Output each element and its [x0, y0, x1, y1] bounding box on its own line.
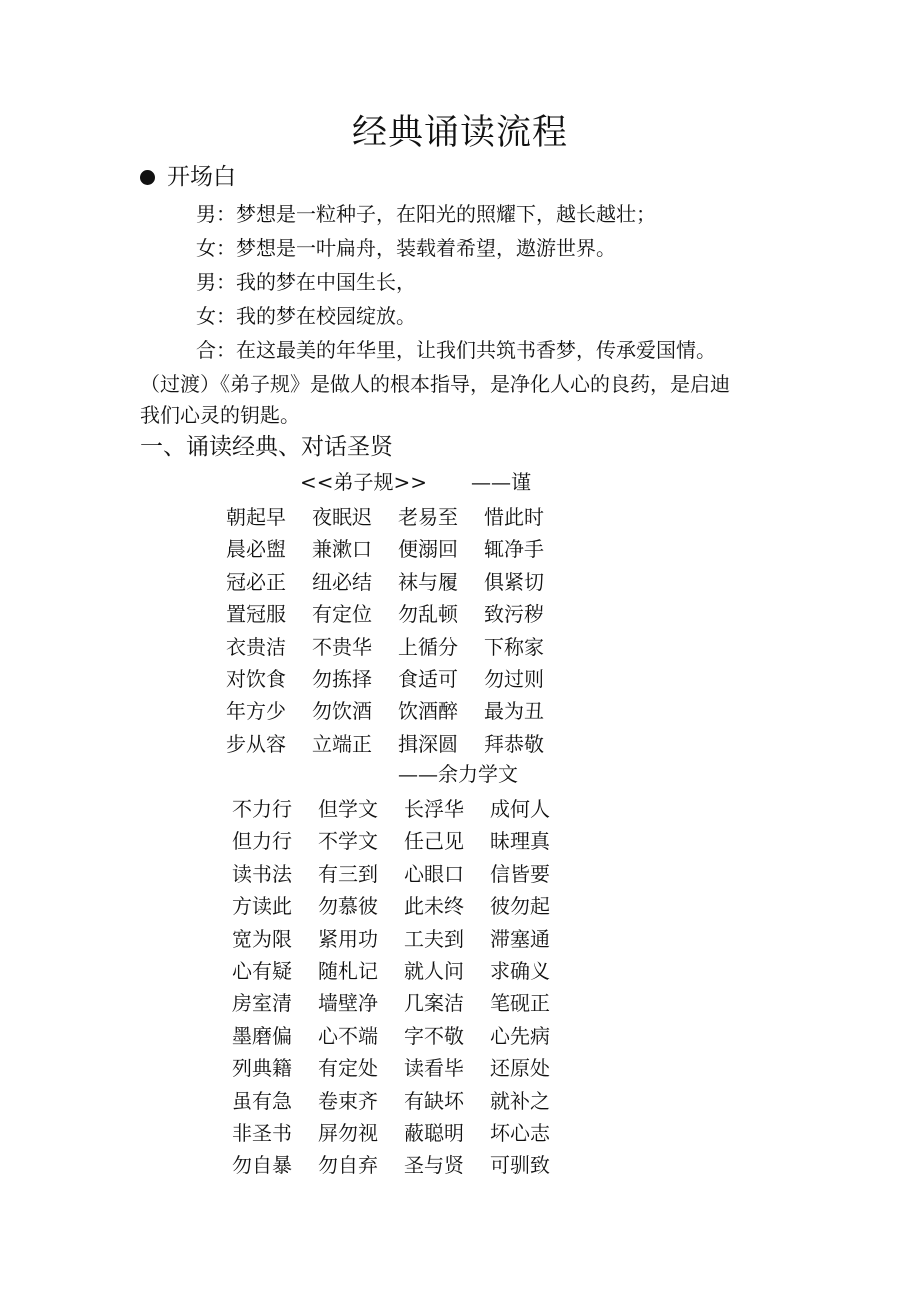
verse-phrase: 上循分 — [398, 634, 458, 659]
opening-line: 男：梦想是一粒种子，在阳光的照耀下，越长越壮； — [196, 202, 656, 226]
verse-phrase: 下称家 — [484, 634, 544, 659]
verse-phrase: 但力行 — [232, 829, 292, 854]
verse-phrase: 有定位 — [312, 602, 372, 627]
transition-text: 我们心灵的钥匙。 — [140, 403, 300, 427]
verse-phrase: 揖深圆 — [398, 731, 458, 756]
document-title: 经典诵读流程 — [351, 113, 568, 153]
verse-row — [232, 894, 576, 919]
verse-phrase: 心先病 — [490, 1023, 550, 1048]
verse-phrase: 心不端 — [318, 1023, 378, 1048]
verse-row — [226, 537, 570, 562]
verse-phrase: 不贵华 — [312, 634, 372, 659]
verse-phrase: 求确义 — [490, 959, 550, 983]
verse-phrase: 不学文 — [318, 829, 378, 854]
verse-phrase: 便溺回 — [398, 537, 458, 562]
opening-line: 合：在这最美的年华里，让我们共筑书香梦，传承爱国情。 — [196, 338, 716, 362]
verse-phrase: 房室清 — [232, 991, 292, 1016]
verse-phrase: 此未终 — [404, 894, 464, 919]
verse-row — [226, 699, 570, 724]
verse-phrase: 方读此 — [232, 894, 292, 919]
opening-line: 女：我的梦在校园绽放。 — [196, 304, 416, 328]
verse-phrase: 工夫到 — [404, 926, 464, 951]
verse-row — [232, 1023, 576, 1048]
verse-phrase: 拜恭敬 — [484, 731, 544, 756]
verse-phrase: 长浮华 — [404, 797, 464, 821]
verse-row — [232, 1123, 576, 1143]
verse-phrase: 纽必结 — [312, 569, 372, 594]
verse-row — [226, 507, 570, 527]
verse-row — [226, 669, 570, 689]
poem-part-label: ——余力学文 — [398, 762, 518, 786]
verse-phrase: 年方少 — [226, 699, 286, 724]
verse-phrase: 最为丑 — [484, 699, 544, 724]
verse-phrase: 心有疑 — [232, 959, 292, 983]
verse-phrase: 墨磨偏 — [232, 1023, 292, 1048]
verse-phrase: 有缺坏 — [404, 1088, 464, 1113]
verse-phrase: 蔽聪明 — [404, 1121, 464, 1145]
verse-row — [226, 731, 570, 756]
verse-phrase: 信皆要 — [490, 861, 550, 886]
verse-phrase: 晨必盥 — [226, 537, 286, 562]
verse-phrase: 彼勿起 — [490, 894, 550, 919]
verse-phrase: 滞塞通 — [490, 926, 550, 951]
verse-row — [226, 602, 570, 627]
verse-row — [232, 961, 576, 981]
verse-phrase: 坏心志 — [490, 1121, 550, 1145]
section-heading: 一、诵读经典、对话圣贤 — [140, 434, 393, 460]
verse-phrase: 有定处 — [318, 1056, 378, 1081]
verse-phrase: 可驯致 — [490, 1153, 550, 1178]
verse-phrase: 勿慕彼 — [318, 894, 378, 919]
verse-row — [232, 991, 576, 1016]
verse-row — [232, 829, 576, 854]
bullet-icon — [140, 170, 155, 185]
verse-phrase: 但学文 — [318, 797, 378, 821]
verse-phrase: 宽为限 — [232, 926, 292, 951]
verse-phrase: 衣贵洁 — [226, 634, 286, 659]
opening-line: 女：梦想是一叶扁舟，装载着希望，遨游世界。 — [196, 236, 616, 260]
verse-phrase: 就人问 — [404, 959, 464, 983]
verse-phrase: 卷束齐 — [318, 1088, 378, 1113]
verse-row — [232, 1153, 576, 1178]
verse-phrase: 勿饮酒 — [312, 699, 372, 724]
verse-phrase: 夜眠迟 — [312, 505, 372, 529]
verse-phrase: 对饮食 — [226, 667, 286, 691]
verse-phrase: 辄净手 — [484, 537, 544, 562]
poem-part-label: ——谨 — [471, 470, 532, 494]
verse-row — [232, 1056, 576, 1081]
verse-phrase: 墙壁净 — [318, 991, 378, 1016]
verse-phrase: 虽有急 — [232, 1088, 292, 1113]
verse-phrase: 成何人 — [490, 797, 550, 821]
opening-heading — [140, 166, 236, 189]
verse-phrase: 就补之 — [490, 1088, 550, 1113]
verse-phrase: 读看毕 — [404, 1056, 464, 1081]
verse-phrase: 勿自暴 — [232, 1153, 292, 1178]
verse-phrase: 兼漱口 — [312, 537, 372, 562]
opening-heading-text: 开场白 — [167, 164, 236, 190]
verse-phrase: 任己见 — [404, 829, 464, 854]
verse-phrase: 朝起早 — [226, 505, 286, 529]
verse-phrase: 圣与贤 — [404, 1153, 464, 1178]
verse-phrase: 惜此时 — [484, 505, 544, 529]
verse-phrase: 列典籍 — [232, 1056, 292, 1081]
verse-phrase: 字不敬 — [404, 1023, 464, 1048]
verse-phrase: 屏勿视 — [318, 1121, 378, 1145]
verse-phrase: 致污秽 — [484, 602, 544, 627]
verse-phrase: 饮酒醉 — [398, 699, 458, 724]
verse-phrase: 食适可 — [398, 667, 458, 691]
verse-row — [232, 1088, 576, 1113]
verse-phrase: 俱紧切 — [484, 569, 544, 594]
verse-phrase: 心眼口 — [404, 861, 464, 886]
verse-phrase: 勿乱顿 — [398, 602, 458, 627]
verse-phrase: 随札记 — [318, 959, 378, 983]
verse-phrase: 立端正 — [312, 731, 372, 756]
poem-title-row — [300, 472, 531, 492]
verse-phrase: 勿自弃 — [318, 1153, 378, 1178]
verse-phrase: 勿过则 — [484, 667, 544, 691]
verse-row — [232, 926, 576, 951]
verse-phrase: 冠必正 — [226, 569, 286, 594]
verse-phrase: 不力行 — [232, 797, 292, 821]
verse-phrase: 老易至 — [398, 505, 458, 529]
verse-phrase: 步从容 — [226, 731, 286, 756]
verse-phrase: 几案洁 — [404, 991, 464, 1016]
verse-phrase: 袜与履 — [398, 569, 458, 594]
verse-phrase: 勿拣择 — [312, 667, 372, 691]
verse-phrase: 紧用功 — [318, 926, 378, 951]
verse-row — [232, 861, 576, 886]
transition-text: （过渡）《弟子规》是做人的根本指导，是净化人心的良药，是启迪 — [140, 372, 730, 396]
verse-row — [226, 634, 570, 659]
verse-row — [226, 569, 570, 594]
verse-phrase: 置冠服 — [226, 602, 286, 627]
verse-phrase: 昧理真 — [490, 829, 550, 854]
verse-phrase: 有三到 — [318, 861, 378, 886]
poem-title: <<弟子规>> — [300, 470, 428, 494]
verse-phrase: 还原处 — [490, 1056, 550, 1081]
verse-phrase: 读书法 — [232, 861, 292, 886]
opening-line: 男：我的梦在中国生长， — [196, 270, 416, 294]
verse-phrase: 非圣书 — [232, 1121, 292, 1145]
verse-row — [232, 799, 576, 819]
verse-phrase: 笔砚正 — [490, 991, 550, 1016]
